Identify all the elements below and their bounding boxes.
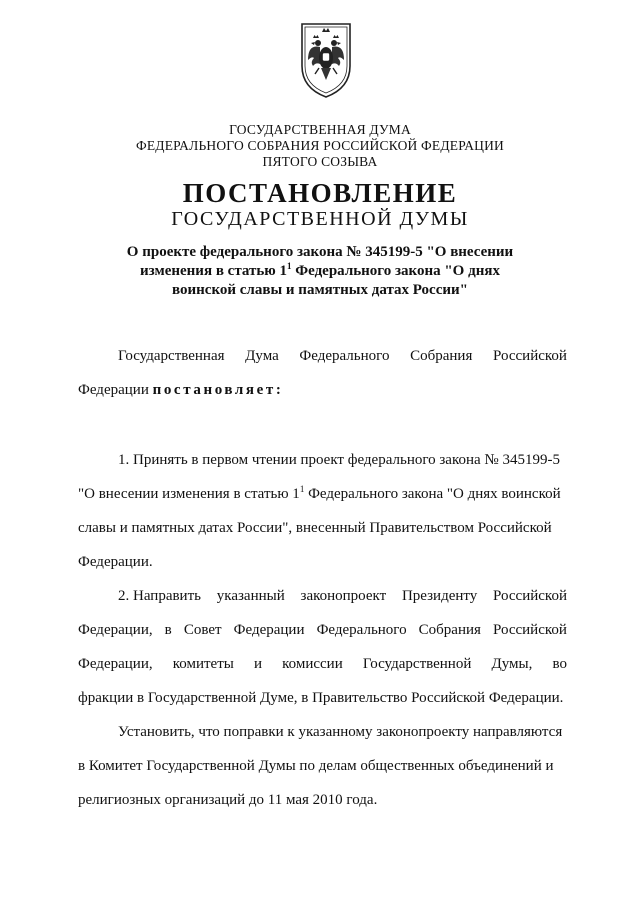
state-emblem-icon <box>296 20 356 100</box>
subject-line-3: воинской славы и памятных датах России" <box>172 282 468 298</box>
item-1-line-2: "О внесении изменения в статью $1^1$ Федерального закона "О днях воинской <box>78 484 561 502</box>
item-2 <box>78 586 567 722</box>
item-1-line-1: 1. Принять в первом чтении проект федерального закона № 345199-5 <box>118 452 560 468</box>
document-subtitle: ГОСУДАРСТВЕННОЙ ДУМЫ <box>171 208 469 230</box>
item-1 <box>78 450 567 586</box>
item-2-line-2: Федерации, в Совет Федерации Федерального Собрания Российской <box>78 622 567 638</box>
issuer-header <box>0 122 640 170</box>
item-2-line-3: Федерации, комитеты и комиссии Государственной Думы, во <box>78 656 567 672</box>
item-3-line-1: Установить, что поправки к указанному законопроекту направляются <box>118 724 563 740</box>
subject-line-1: О проекте федерального закона № 345199-5 "О внесении <box>126 244 514 260</box>
document-subject <box>0 243 640 300</box>
item-1-line-3: славы и памятных датах России", внесенный Правительством Российской <box>78 520 552 536</box>
decree-word: постановляет: <box>152 382 284 398</box>
item-3-line-3: религиозных организаций до 11 мая 2010 года. <box>78 792 378 808</box>
header-line-1: ГОСУДАРСТВЕННАЯ ДУМА <box>229 122 411 137</box>
header-line-3: ПЯТОГО СОЗЫВА <box>262 154 378 169</box>
item-3-line-2: в Комитет Государственной Думы по делам общественных объединений и <box>78 758 554 774</box>
header-line-2: ФЕДЕРАЛЬНОГО СОБРАНИЯ РОССИЙСКОЙ ФЕДЕРАЦИИ <box>136 138 504 153</box>
subject-line-2: изменения в статью $1^1$ Федерального закона "О днях <box>140 261 500 279</box>
preamble-line-2: Федерации постановляет: <box>78 382 284 398</box>
document-title: ПОСТАНОВЛЕНИЕ <box>182 178 458 208</box>
preamble-line-1: Государственная Дума Федерального Собрания Российской <box>118 348 567 364</box>
item-2-line-4: фракции в Государственной Думе, в Правительство Российской Федерации. <box>78 690 564 706</box>
preamble <box>78 346 567 414</box>
item-3 <box>78 722 567 824</box>
item-2-line-1: 2. Направить указанный законопроект Президенту Российской <box>118 588 567 604</box>
item-1-line-4: Федерации. <box>78 554 153 570</box>
